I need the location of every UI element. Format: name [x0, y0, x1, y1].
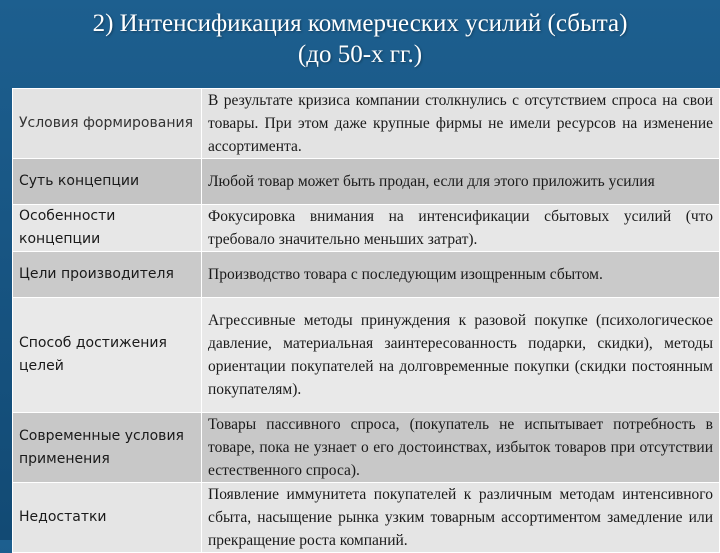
slide-title [0, 8, 720, 70]
slide-title-line-2: (до 50-х гг.) [297, 41, 423, 68]
row-label: Недостатки [13, 483, 202, 553]
table-row-producer-goals [13, 252, 720, 298]
row-text: Товары пассивного спроса, (покупатель не испытывает потребность в товаре, пока не узнает о его достоинствах, избыток товаров при отсутствии естественного спроса). [202, 413, 720, 483]
table-row-concept-essence [13, 159, 720, 205]
row-label: Современные условия применения [13, 413, 202, 483]
row-label: Особенности концепции [13, 205, 202, 252]
row-text: Агрессивные методы принуждения к разовой покупке (психологическое давление, материальная заинтересованность подарки, скидки), методы ориентации покупателей на долговременные покупки (скидки постоянным покупателям). [202, 298, 720, 413]
row-label: Способ достижения целей [13, 298, 202, 413]
table-row-goal-methods [13, 298, 720, 413]
row-label: Суть концепции [13, 159, 202, 205]
row-label: Условия формирования [13, 89, 202, 159]
table-row-formation-conditions [13, 89, 720, 159]
row-text: Появление иммунитета покупателей к различным методам интенсивного сбыта, насыщение рынка узким товарным ассортиментом замедление или прекращение роста компаний. [202, 483, 720, 553]
concept-table [12, 88, 720, 553]
row-text: В результате кризиса компании столкнулись с отсутствием спроса на свои товары. При этом даже крупные фирмы не имели ресурсов на изменение ассортимента. [202, 89, 720, 159]
row-text: Любой товар может быть продан, если для этого приложить усилия [202, 159, 720, 205]
table-row-concept-features [13, 205, 720, 252]
slide-title-line-1: 2) Интенсификация коммерческих усилий (сбыта) [92, 10, 628, 37]
row-text: Производство товара с последующим изощренным сбытом. [202, 252, 720, 298]
table-row-drawbacks [13, 483, 720, 553]
table-row-modern-conditions [13, 413, 720, 483]
row-text: Фокусировка внимания на интенсификации сбытовых усилий (что требовало значительно меньших затрат). [202, 205, 720, 252]
row-label: Цели производителя [13, 252, 202, 298]
